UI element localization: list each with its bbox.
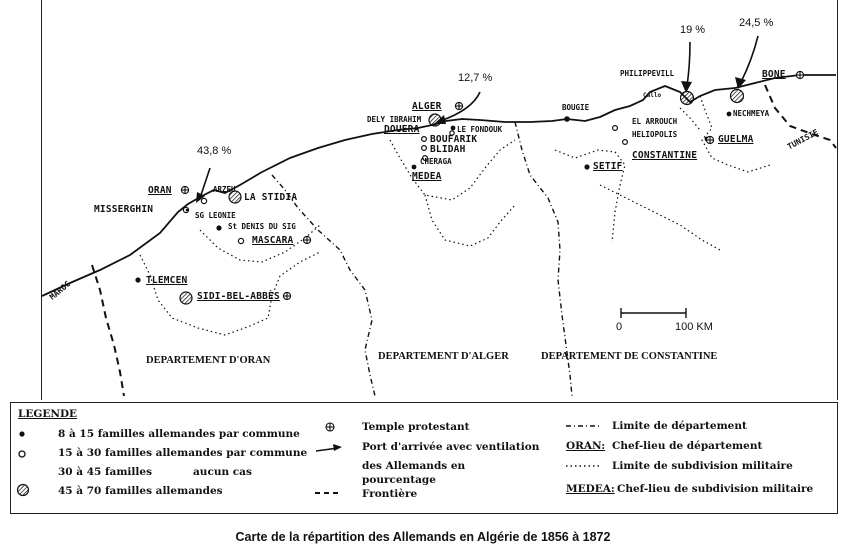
legend-limite-dept: Limite de département bbox=[612, 420, 747, 432]
pct-philippeville: 19 % bbox=[680, 24, 706, 36]
place-constantine: CONSTANTINE bbox=[632, 150, 698, 161]
region-maroc: MAROC bbox=[47, 279, 73, 302]
place-le-fondouk: LE FONDOUK bbox=[457, 125, 503, 134]
legend-item-aucun-cas: aucun cas bbox=[193, 466, 252, 478]
place-sg-leonie: SG LEONIE bbox=[195, 211, 236, 220]
legend-port-1: Port d'arrivée avec ventilation bbox=[362, 441, 540, 453]
place-philippeville: PHILIPPEVILL bbox=[620, 69, 675, 78]
place-sidi-bel-abbes: SIDI-BEL-ABBÈS bbox=[197, 291, 280, 302]
dept-oran: DEPARTEMENT D'ORAN bbox=[146, 355, 271, 366]
place-la-stidia: LA STIDIA bbox=[244, 192, 298, 203]
legend-port-2: des Allemands en bbox=[362, 460, 466, 472]
legend-temple: Temple protestant bbox=[362, 421, 470, 433]
place-bougie: BOUGIE bbox=[562, 103, 590, 112]
legend-limite-subdivision: Limite de subdivision militaire bbox=[612, 460, 793, 472]
place-st-denis-du-sig: St DENIS DU SIG bbox=[228, 222, 296, 231]
dept-alger: DEPARTEMENT D'ALGER bbox=[378, 351, 509, 362]
place-misserghin: MISSERGHIN bbox=[94, 204, 154, 215]
caption: Carte de la répartition des Allemands en Algérie de 1856 à 1872 bbox=[235, 530, 611, 544]
legend-item-45-70: 45 à 70 familles allemandes bbox=[58, 485, 223, 497]
place-heliopolis: HELIOPOLIS bbox=[632, 130, 678, 139]
legend-frontiere: Frontière bbox=[362, 488, 418, 500]
place-tlemcen: TLEMCEN bbox=[146, 275, 188, 286]
legend-medea-key: MEDEA: bbox=[566, 483, 615, 495]
place-el-arrouch: EL ARROUCH bbox=[632, 117, 678, 126]
place-bone: BONE bbox=[762, 69, 786, 80]
legend-chef-lieu-subdivision: Chef-lieu de subdivision militaire bbox=[617, 483, 814, 495]
place-dely-ibrahim: DELY IBRAHIM bbox=[367, 115, 422, 124]
place-douera: DOUERA bbox=[384, 124, 420, 135]
place-collo: Callo bbox=[643, 92, 662, 99]
place-setif: SETIF bbox=[593, 161, 623, 172]
legend-item-30-45: 30 à 45 familles bbox=[58, 466, 152, 478]
place-nechmeya: NECHMEYA bbox=[733, 109, 770, 118]
place-alger: ALGER bbox=[412, 101, 442, 112]
legend-oran-key: ORAN: bbox=[566, 440, 606, 452]
dept-constantine: DEPARTEMENT DE CONSTANTINE bbox=[541, 351, 718, 362]
place-guelma: GUELMA bbox=[718, 134, 754, 145]
place-mascara: MASCARA bbox=[252, 235, 294, 246]
pct-bone: 24,5 % bbox=[739, 17, 774, 29]
place-arzeu: ARZEU bbox=[213, 185, 236, 194]
scale-zero: 0 bbox=[616, 321, 623, 333]
place-cheraga: CHERAGA bbox=[420, 157, 452, 166]
pct-oran: 43,8 % bbox=[197, 145, 232, 157]
legend-item-8-15: 8 à 15 familles allemandes par commune bbox=[58, 428, 300, 440]
legend-port-3: pourcentage bbox=[362, 474, 436, 486]
place-blidah: BLIDAH bbox=[430, 144, 466, 155]
legend-title: LEGENDE bbox=[18, 408, 78, 420]
place-oran: ORAN bbox=[148, 185, 172, 196]
legend-item-15-30: 15 à 30 familles allemandes par commune bbox=[58, 447, 308, 459]
place-medea: MEDEA bbox=[412, 171, 442, 182]
scale-hundred: 100 KM bbox=[675, 321, 713, 333]
region-tunisie: TUNISIE bbox=[785, 127, 820, 152]
pct-alger: 12,7 % bbox=[458, 72, 493, 84]
place-boufarik: BOUFARIK bbox=[430, 134, 478, 145]
legend-chef-lieu-dept: Chef-lieu de département bbox=[612, 440, 763, 452]
